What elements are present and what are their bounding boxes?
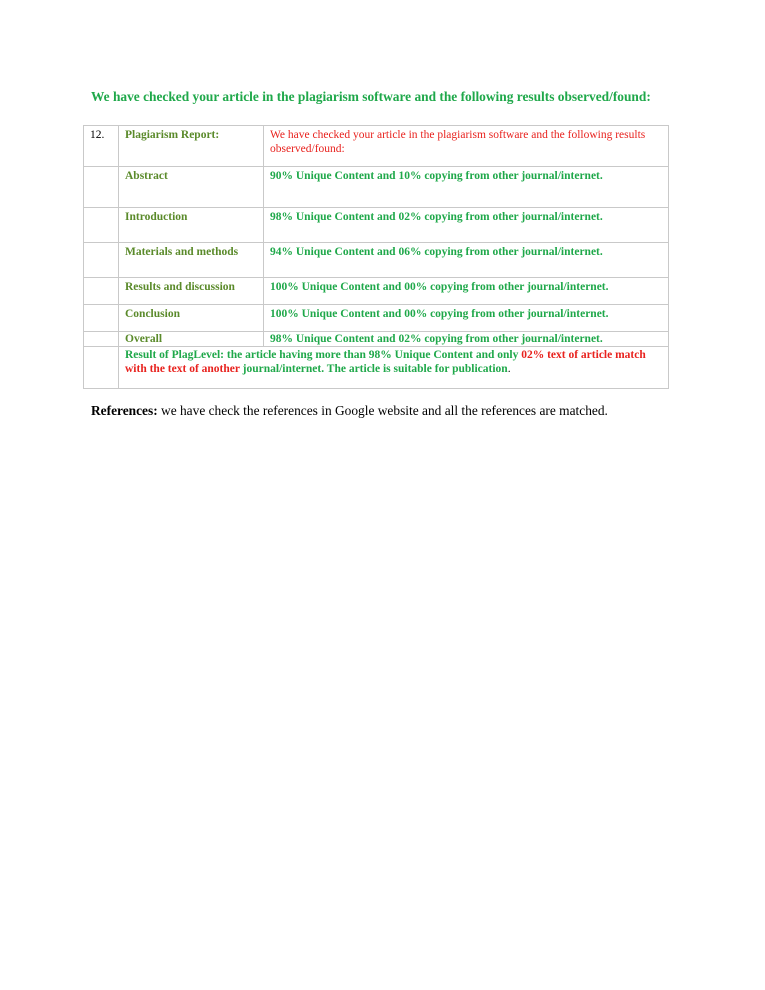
empty-cell [84,332,119,347]
references-paragraph [91,403,608,419]
report-heading: We have checked your article in the plagiarism software and the following results observed/found: [91,89,651,104]
empty-cell [84,208,119,243]
summary-part-1: Result of PlagLevel: the article having more than 98% Unique Content and only [125,349,522,361]
empty-cell [84,278,119,305]
section-name: Conclusion [119,305,264,332]
table-row [84,278,669,305]
references-text: we have check the references in Google website and all the references are matched. [157,403,608,418]
table-row [84,305,669,332]
table-row [84,332,669,347]
table-row [84,126,669,167]
empty-cell [84,167,119,208]
section-result: 100% Unique Content and 00% copying from other journal/internet. [264,305,669,332]
item-number: 12. [84,126,119,167]
section-name: Results and discussion [119,278,264,305]
table-row [84,208,669,243]
section-name: Abstract [119,167,264,208]
plagiarism-report-text: We have checked your article in the plagiarism software and the following results observed/found: [264,126,669,167]
summary-part-2: 02% text of article match with the text of another [125,349,646,375]
empty-cell [84,347,119,389]
empty-cell [84,305,119,332]
table-row [84,347,669,389]
summary-part-3: journal/internet. The article is suitable for publication [239,363,508,375]
section-name: Introduction [119,208,264,243]
section-name: Materials and methods [119,243,264,278]
plagiarism-report-label: Plagiarism Report: [119,126,264,167]
table-row [84,167,669,208]
empty-cell [84,243,119,278]
references-label: References: [91,403,158,418]
section-result: 98% Unique Content and 02% copying from other journal/internet. [264,332,669,347]
section-name: Overall [119,332,264,347]
section-result: 90% Unique Content and 10% copying from other journal/internet. [264,167,669,208]
table-row [84,243,669,278]
summary-part-4: . [507,363,511,375]
section-result: 98% Unique Content and 02% copying from other journal/internet. [264,208,669,243]
section-result: 94% Unique Content and 06% copying from other journal/internet. [264,243,669,278]
plagiarism-report-table [83,125,669,389]
section-result: 100% Unique Content and 00% copying from other journal/internet. [264,278,669,305]
plaglevel-summary [119,347,669,389]
